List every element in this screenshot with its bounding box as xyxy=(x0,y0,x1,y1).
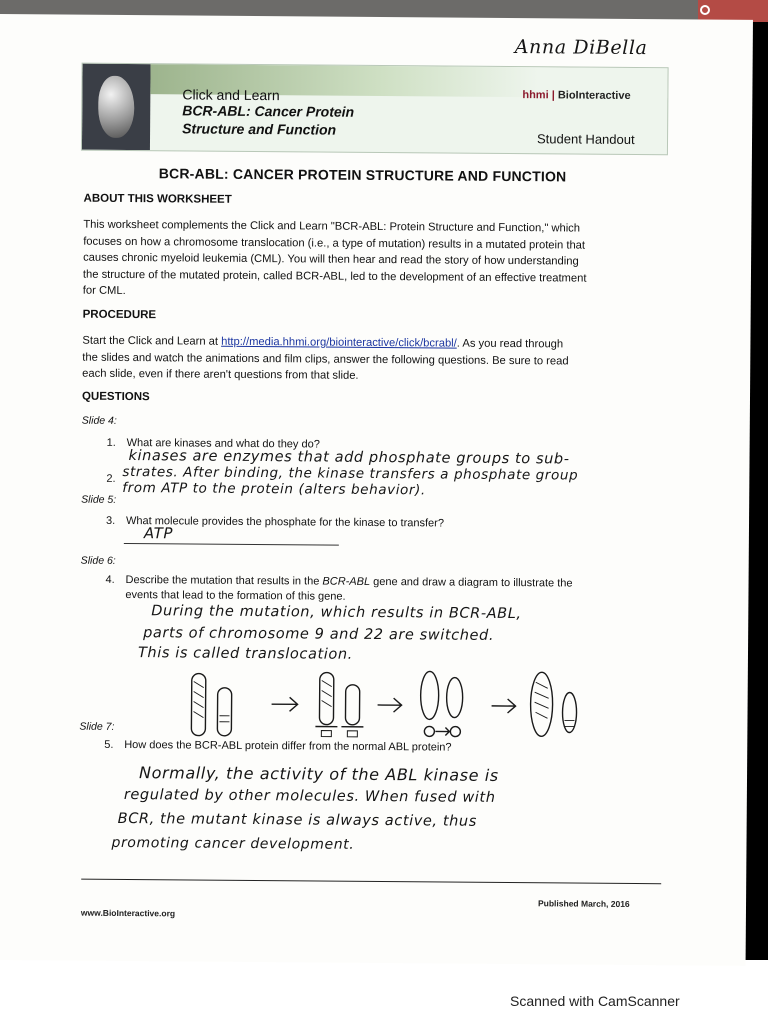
slide-6-label: Slide 6: xyxy=(80,554,116,567)
page-title: BCR-ABL: CANCER PROTEIN STRUCTURE AND FUNCTION xyxy=(158,165,567,185)
procedure-paragraph xyxy=(82,333,569,387)
slide-7-label: Slide 7: xyxy=(79,720,115,733)
answer-1-line-3: from ATP to the protein (alters behavior). xyxy=(122,479,426,499)
banner-line-3: Structure and Function xyxy=(182,120,337,138)
about-line-4: the structure of the mutated protein, called BCR-ABL, led to the development of an effective treatment xyxy=(82,268,587,285)
hhmi-logo-text: hhmi xyxy=(522,89,549,102)
chromosome-9-swapped xyxy=(420,671,438,719)
about-line-3: causes chronic myeloid leukemia (CML). You will then hear and read the story of how understanding xyxy=(83,251,579,268)
procedure-line-3: each slide, even if there aren't questions from that slide. xyxy=(82,367,359,383)
arrow-3 xyxy=(492,699,516,713)
answer-4-line-2: parts of chromosome 9 and 22 are switched. xyxy=(143,625,495,644)
click-and-learn-link[interactable]: http://media.hhmi.org/biointeractive/click/bcrabl/ xyxy=(221,335,457,350)
procedure-heading: PROCEDURE xyxy=(82,308,157,322)
student-name: Anna DiBella xyxy=(514,36,648,60)
about-line-1: This worksheet complements the Click and Learn "BCR-ABL: Protein Structure and Function," which xyxy=(83,218,581,235)
chromosome-9-split xyxy=(319,673,333,725)
about-line-2: focuses on how a chromosome translocation (i.e., a type of mutation) results in a mutated protein that xyxy=(83,235,586,252)
banner-line-2: BCR-ABL: Cancer Protein xyxy=(182,102,355,120)
worksheet-page xyxy=(0,14,753,966)
about-line-5: for CML. xyxy=(82,285,126,298)
question-2-number: 2. xyxy=(106,472,116,485)
student-handout-label: Student Handout xyxy=(536,131,635,147)
question-3-number: 3. xyxy=(105,514,116,527)
slide-5-label: Slide 5: xyxy=(81,493,117,506)
answer-5-line-2: regulated by other molecules. When fused with xyxy=(123,786,496,806)
protein-blob-icon xyxy=(98,76,134,138)
procedure-line-2: the slides and watch the animations and film clips, answer the following questions. Be sure to read xyxy=(82,351,569,368)
question-1-number: 1. xyxy=(106,436,116,449)
answer-4-line-1: During the mutation, which results in BCR-ABL, xyxy=(151,603,522,623)
chromosome-22-swapped xyxy=(446,678,462,718)
question-5-text: How does the BCR-ABL protein differ from the normal ABL protein? xyxy=(124,738,452,754)
about-heading: ABOUT THIS WORKSHEET xyxy=(83,192,232,206)
answer-4-line-3: This is called translocation. xyxy=(137,645,353,663)
question-5 xyxy=(104,739,451,754)
brand-logo: hhmi | BioInteractive xyxy=(522,89,631,102)
question-4 xyxy=(105,573,572,607)
chromosome-22-split xyxy=(345,685,359,725)
procedure-text-before-link: Start the Click and Learn at xyxy=(82,334,222,348)
slide-4-label: Slide 4: xyxy=(81,414,117,427)
camscanner-watermark: Scanned with CamScanner xyxy=(510,993,680,1009)
answer-1-line-1: kinases are enzymes that add phosphate groups to sub- xyxy=(128,448,570,468)
question-4-text-b: gene and draw a diagram to illustrate the xyxy=(370,575,573,590)
answer-5-line-1: Normally, the activity of the ABL kinase is xyxy=(138,763,499,785)
about-paragraph xyxy=(83,217,587,304)
footer-rule xyxy=(81,879,661,885)
answer-3-line xyxy=(124,543,339,546)
question-4-gene: BCR-ABL xyxy=(322,575,371,588)
arrow-2 xyxy=(378,698,402,712)
question-1-text: What are kinases and what do they do? xyxy=(126,437,320,451)
question-4-line-2: events that lead to the formation of this gene. xyxy=(125,589,346,603)
scanner-footer-area xyxy=(0,960,768,1024)
question-3-text: What molecule provides the phosphate for the kinase to transfer? xyxy=(125,515,445,530)
question-5-number: 5. xyxy=(104,738,114,751)
question-4-number: 4. xyxy=(105,573,115,586)
questions-heading: QUESTIONS xyxy=(81,390,150,404)
header-banner xyxy=(81,63,669,156)
footer-website: www.BioInteractive.org xyxy=(80,907,176,919)
chromosome-22-before xyxy=(217,688,231,736)
biointeractive-logo-text: BioInteractive xyxy=(557,89,631,102)
answer-5-line-4: promoting cancer development. xyxy=(111,834,355,853)
philadelphia-chromosome-long xyxy=(530,672,553,736)
banner-line-1: Click and Learn xyxy=(182,86,280,104)
arrow-1 xyxy=(272,697,298,711)
answer-3: ATP xyxy=(143,524,174,543)
record-icon xyxy=(700,5,710,15)
protein-structure-thumbnail xyxy=(82,64,151,151)
answer-1-line-2: strates. After binding, the kinase transfers a phosphate group xyxy=(122,463,579,484)
procedure-text-after-link: . As you read through xyxy=(456,337,564,351)
question-4-text-a: Describe the mutation that results in the xyxy=(125,574,323,588)
footer-published: Published March, 2016 xyxy=(537,898,630,909)
answer-5-line-3: BCR, the mutant kinase is always active, thus xyxy=(117,810,477,830)
